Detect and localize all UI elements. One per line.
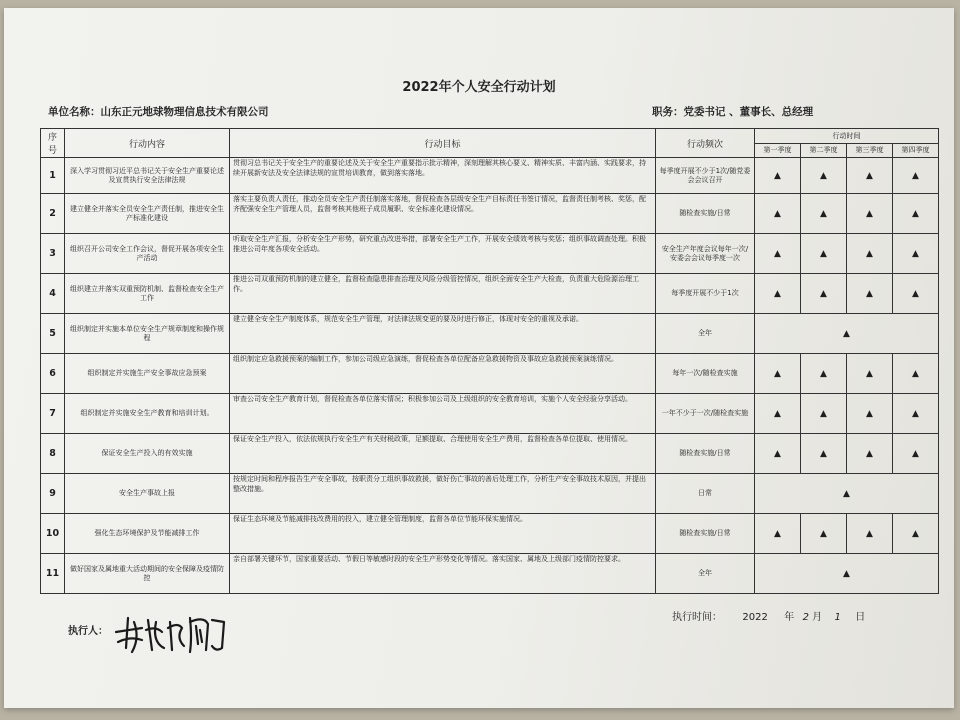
quarter-mark: ▲	[801, 394, 847, 434]
row-content: 组织制定并实施生产安全事故应急预案	[65, 354, 230, 394]
document-title: 2022年个人安全行动计划	[402, 80, 556, 95]
quarter-mark: ▲	[801, 158, 847, 194]
row-frequency: 随检查实施/日常	[656, 434, 755, 474]
table-row	[41, 554, 939, 594]
exec-month-unit: 月	[812, 612, 823, 623]
row-goal: 保证生态环境及节能减排技改费用的投入，建立健全管理制度，监督各单位节能环保实施情况。	[230, 514, 656, 554]
exec-month: 2	[802, 612, 809, 623]
header-index: 序号	[41, 129, 65, 158]
exec-year: 2022	[742, 612, 768, 623]
row-index: 1	[41, 158, 65, 194]
header-time: 行动时间	[755, 129, 939, 144]
quarter-mark: ▲	[801, 354, 847, 394]
row-content: 组织制定并实施安全生产教育和培训计划。	[65, 394, 230, 434]
quarter-mark: ▲	[847, 394, 893, 434]
exec-day-unit: 日	[855, 612, 866, 623]
row-content: 安全生产事故上报	[65, 474, 230, 514]
row-index: 11	[41, 554, 65, 594]
row-index: 8	[41, 434, 65, 474]
row-frequency: 全年	[656, 554, 755, 594]
row-goal: 听取安全生产汇报，分析安全生产形势，研究重点改进举措，部署安全生产工作，开展安全绩效考核与奖惩；组织事故调查处理。积极推进公司年度各项安全活动。	[230, 234, 656, 274]
quarter-mark: ▲	[801, 514, 847, 554]
annual-mark: ▲	[755, 314, 939, 354]
quarter-mark: ▲	[847, 234, 893, 274]
header-frequency: 行动频次	[656, 129, 755, 158]
executor-label: 执行人：	[68, 626, 108, 637]
quarter-mark: ▲	[893, 194, 939, 234]
row-frequency: 全年	[656, 314, 755, 354]
row-content: 组织制定并实施本单位安全生产规章制度和操作规程	[65, 314, 230, 354]
row-content: 深入学习贯彻习近平总书记关于安全生产重要论述及宣贯执行安全法律法规	[65, 158, 230, 194]
row-content: 保证安全生产投入的有效实施	[65, 434, 230, 474]
table-row	[41, 158, 939, 194]
document-paper	[4, 8, 954, 708]
header-quarter-4: 第四季度	[893, 143, 939, 158]
quarter-mark: ▲	[893, 234, 939, 274]
quarter-mark: ▲	[801, 194, 847, 234]
handwritten-signature	[112, 608, 230, 658]
row-goal: 推进公司双重预防机制的建立健全，监督检查隐患排查治理及风险分级管控情况，组织全面安全生产大检查，负责重大危险源治理工作。	[230, 274, 656, 314]
row-index: 3	[41, 234, 65, 274]
quarter-mark: ▲	[893, 394, 939, 434]
action-plan-table	[40, 128, 939, 594]
quarter-mark: ▲	[893, 274, 939, 314]
row-goal: 审查公司安全生产教育计划，督促检查各单位落实情况；积极参加公司及上级组织的安全教育培训，实施个人安全经验分享活动。	[230, 394, 656, 434]
quarter-mark: ▲	[847, 194, 893, 234]
header-goal: 行动目标	[230, 129, 656, 158]
row-goal: 建立健全安全生产制度体系，规范安全生产管理，对法律法规变更的要及时进行修正，体现对安全的重视及承诺。	[230, 314, 656, 354]
table-row	[41, 194, 939, 234]
quarter-mark: ▲	[893, 158, 939, 194]
table-row	[41, 434, 939, 474]
table-row	[41, 354, 939, 394]
table-row	[41, 514, 939, 554]
quarter-mark: ▲	[755, 394, 801, 434]
quarter-mark: ▲	[847, 158, 893, 194]
row-frequency: 每年一次/随检查实施	[656, 354, 755, 394]
quarter-mark: ▲	[755, 514, 801, 554]
header-quarter-1: 第一季度	[755, 143, 801, 158]
row-frequency: 安全生产年度会议每年一次/安委会会议每季度一次	[656, 234, 755, 274]
header-quarter-3: 第三季度	[847, 143, 893, 158]
row-content: 组织建立并落实双重预防机制、监督检查安全生产工作	[65, 274, 230, 314]
quarter-mark: ▲	[755, 158, 801, 194]
quarter-mark: ▲	[801, 274, 847, 314]
execution-time	[672, 608, 865, 623]
position-title: 职务：党委书记 、董事长、总经理	[652, 106, 814, 118]
table-body	[41, 158, 939, 594]
row-goal: 贯彻习总书记关于安全生产的重要论述及关于安全生产重要指示批示精神，深刻理解其核心要义、精神实质、丰富内涵、实践要求，持续开展新安法及安全法律法规的宣贯培训教育，做到落实落地。	[230, 158, 656, 194]
unit-name: 单位名称：山东正元地球物理信息技术有限公司	[48, 106, 269, 118]
row-frequency: 随检查实施/日常	[656, 194, 755, 234]
row-index: 9	[41, 474, 65, 514]
quarter-mark: ▲	[847, 274, 893, 314]
row-frequency: 日常	[656, 474, 755, 514]
row-content: 组织召开公司安全工作会议，督促开展各项安全生产活动	[65, 234, 230, 274]
row-content: 建立健全并落实全员安全生产责任制，推进安全生产标准化建设	[65, 194, 230, 234]
quarter-mark: ▲	[847, 514, 893, 554]
row-index: 10	[41, 514, 65, 554]
quarter-mark: ▲	[755, 194, 801, 234]
quarter-mark: ▲	[801, 434, 847, 474]
row-content: 强化生态环境保护及节能减排工作	[65, 514, 230, 554]
quarter-mark: ▲	[755, 354, 801, 394]
quarter-mark: ▲	[847, 354, 893, 394]
table-row	[41, 314, 939, 354]
row-goal: 按规定时间和程序报告生产安全事故，按职责分工组织事故救援，做好伤亡事故的善后处理工作，分析生产安全事故技术原因，并提出整改措施。	[230, 474, 656, 514]
table-row	[41, 474, 939, 514]
row-index: 4	[41, 274, 65, 314]
header-quarter-2: 第二季度	[801, 143, 847, 158]
row-frequency: 每季度开展不少于1次	[656, 274, 755, 314]
row-index: 7	[41, 394, 65, 434]
annual-mark: ▲	[755, 474, 939, 514]
quarter-mark: ▲	[847, 434, 893, 474]
row-index: 6	[41, 354, 65, 394]
quarter-mark: ▲	[893, 514, 939, 554]
row-goal: 组织制定应急救援预案的编制工作，参加公司级应急演练，督促检查各单位配备应急救援物资及事故应急救援预案演练情况。	[230, 354, 656, 394]
exec-day: 1	[834, 612, 841, 623]
header-content: 行动内容	[65, 129, 230, 158]
quarter-mark: ▲	[893, 354, 939, 394]
row-frequency: 每季度开展不少于1次/随党委会会议召开	[656, 158, 755, 194]
row-goal: 保证安全生产投入，依法依规执行安全生产有关财税政策，足额提取、合理使用安全生产费用，监督检查各单位提取、使用情况。	[230, 434, 656, 474]
row-frequency: 一年不少于一次/随检查实施	[656, 394, 755, 434]
row-frequency: 随检查实施/日常	[656, 514, 755, 554]
exec-time-label: 执行时间：	[672, 612, 722, 623]
table-row	[41, 394, 939, 434]
table-row	[41, 234, 939, 274]
row-goal: 落实主要负责人责任，推动全员安全生产责任制落实落地，督促检查各层级安全生产目标责任书签订情况，监督责任制考核、奖惩，配齐配强安全生产管理人员，监督考核其他班子成员履职、安全标准化建设情况。	[230, 194, 656, 234]
row-goal: 亲自部署关键环节，国家重要活动、节假日等敏感时段的安全生产形势变化等情况。落实国家、属地及上级部门疫情防控要求。	[230, 554, 656, 594]
quarter-mark: ▲	[755, 234, 801, 274]
quarter-mark: ▲	[801, 234, 847, 274]
row-index: 5	[41, 314, 65, 354]
row-index: 2	[41, 194, 65, 234]
quarter-mark: ▲	[755, 434, 801, 474]
quarter-mark: ▲	[893, 434, 939, 474]
quarter-mark: ▲	[755, 274, 801, 314]
table-row	[41, 274, 939, 314]
row-content: 做好国家及属地重大活动期间的安全保障及疫情防控	[65, 554, 230, 594]
exec-year-unit: 年	[784, 612, 795, 623]
annual-mark: ▲	[755, 554, 939, 594]
